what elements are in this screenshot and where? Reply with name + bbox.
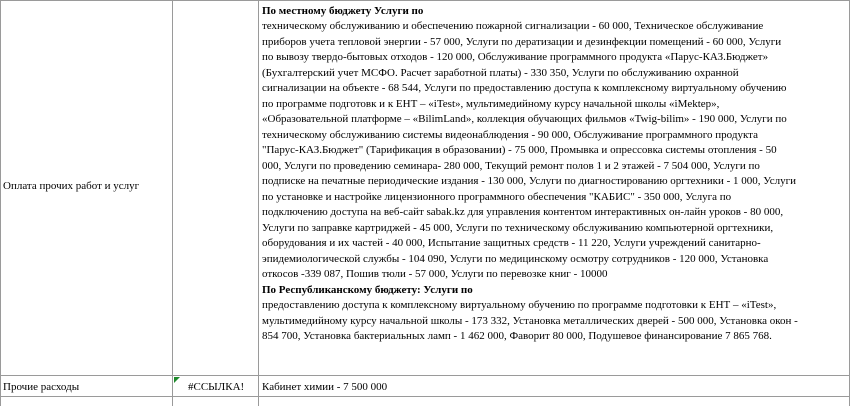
text-line: 000, Услуги по проведению семинара- 280 000, Текущий ремонт полов 1 и 2 этажей - 7 504 000, Услуги по bbox=[262, 160, 760, 172]
text-line: оборудования и их частей - 40 000, Испытание защитных средств - 11 220, Услуги учреждений санитарно- bbox=[262, 237, 761, 249]
text-line: подписке на печатные периодические издания - 130 000, Услуги по диагностированию оргтехники - 1 000, Услуги bbox=[262, 175, 797, 187]
text-line: техническому обслуживанию и обеспечению пожарной сигнализации - 60 000, Техническое обслуживание bbox=[262, 20, 764, 32]
grid-line bbox=[0, 0, 850, 1]
text-line: 854 700, Установка бактериальных ламп - 1 462 000, Фаворит 80 000, Подушевое финансирование 7 865 768. bbox=[262, 330, 772, 342]
text-line: техническому обслуживанию системы видеонаблюдения - 90 000, Обслуживание программного продукта bbox=[262, 129, 758, 141]
text-line: мультимедийному курсу начальной школы - 173 332, Установка металлических дверей - 500 000, Установка окон - bbox=[262, 315, 798, 327]
grid-line bbox=[0, 396, 850, 397]
text-line: по программе подготовк и к ЕНТ – «iTest», мультимедийному курсу начальной школы «iMektep», bbox=[262, 98, 720, 110]
text-line: по вывозу твердо-бытовых отходов - 120 000, Обслуживание программного продукта «Парус-КАЗ.Бюджет» bbox=[262, 51, 769, 63]
grid-line bbox=[0, 0, 1, 406]
error-indicator-icon[interactable] bbox=[174, 377, 180, 383]
cell-b2-error[interactable]: #ССЫЛКА! bbox=[188, 381, 245, 393]
text-line: "Парус-КАЗ.Бюджет" (Тарификация в образовании) - 75 000, Промывка и опрессовка системы отопления - 50 bbox=[262, 144, 777, 156]
budget-heading-republican: По Республиканскому бюджету: Услуги по bbox=[262, 284, 473, 296]
text-line: сигнализации на объекте - 68 544, Услуги по предоставлению доступа к комплексному виртуальному обучению bbox=[262, 82, 787, 94]
grid-line bbox=[0, 375, 850, 376]
cell-a1-label[interactable]: Оплата прочих работ и услуг bbox=[3, 180, 140, 192]
text-line: предоставлению доступа к комплексному виртуальному обучению по программе подготовки к ЕНТ – «iTest», bbox=[262, 299, 777, 311]
grid-line bbox=[258, 0, 259, 406]
text-line: Услуги по заправке картриджей - 45 000, Услуги по техническому обслуживанию компьютерной оргтехники, bbox=[262, 222, 774, 234]
text-line: приборов учета тепловой энергии - 57 000, Услуги по дератизации и дезинфекции помещений - 60 000, Услуги bbox=[262, 36, 782, 48]
text-line: подключению доступа на веб-сайт sabak.kz для управления контентом интерактивных он-лайн уроков - 80 000, bbox=[262, 206, 784, 218]
budget-heading-local: По местному бюджету Услуги по bbox=[262, 5, 424, 17]
cell-a2-label[interactable]: Прочие расходы bbox=[3, 381, 80, 393]
text-line: эпидемиологической службы - 104 090, Услуги по медицинскому осмотру сотрудников - 120 000, Установка bbox=[262, 253, 769, 265]
cell-c2-text[interactable]: Кабинет химии - 7 500 000 bbox=[262, 381, 388, 393]
text-line: по установке и настройке лицензионного программного обеспечения "КАБИС" - 350 000, Услуга по bbox=[262, 191, 732, 203]
text-line: «Образовательной платформе – «BilimLand», коллекция обучающих фильмов «Twig-bilim» - 190 000, Услуги по bbox=[262, 113, 787, 125]
text-line: откосов -339 087, Пошив тюли - 57 000, Услуги по перевозке книг - 10000 bbox=[262, 268, 608, 280]
text-line: (Бухгалтерский учет МСФО. Расчет заработной платы) - 330 350, Услуги по обслуживанию охранной bbox=[262, 67, 739, 79]
grid-line bbox=[172, 0, 173, 406]
